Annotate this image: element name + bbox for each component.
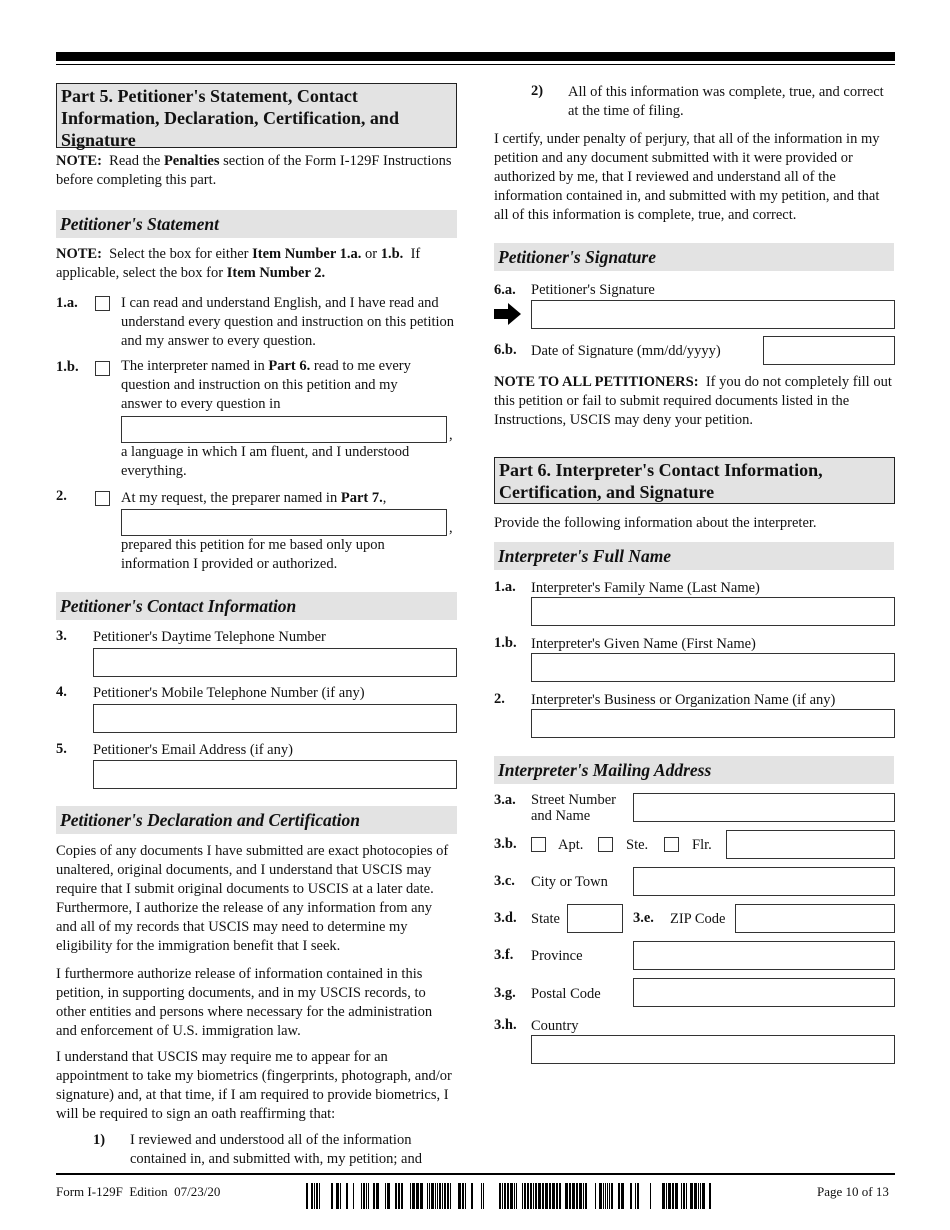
country-input[interactable] (531, 1035, 895, 1064)
declaration-header: Petitioner's Declaration and Certification (56, 806, 457, 834)
interp-3d-label: State (531, 911, 560, 927)
apt-number-input[interactable] (726, 830, 895, 859)
interpreter-business-name-input[interactable] (531, 709, 895, 738)
certify-paragraph: I certify, under penalty of perjury, that all of the information in my petition and any document submitted with it were provided or authorized by me, that I reviewed and understand all of the information contained in, and submitted with my petition, and that all of this information is complete, true, and correct. (494, 131, 880, 223)
item-1b-number: 1.b. (56, 359, 79, 375)
interp-3h-number: 3.h. (494, 1017, 517, 1033)
item-3-number: 3. (56, 628, 67, 644)
declaration-paragraph-1: Copies of any documents I have submitted are exact photocopies of unaltered, original documents, and I understand that USCIS may require that I submit original documents to USCIS at a later date. Furthermore, I authorize the release of any information from any and all of my records that USCIS may need to determine my eligibility for the immigration benefit that I seek. (56, 843, 449, 954)
list-item-2-text: All of this information was complete, true, and correct at the time of filing. (568, 84, 884, 119)
daytime-phone-input[interactable] (93, 648, 457, 677)
interp-3a-number: 3.a. (494, 792, 516, 808)
item-1b-checkbox[interactable] (95, 361, 110, 376)
item-6a-number: 6.a. (494, 282, 516, 298)
province-input[interactable] (633, 941, 895, 970)
footer-rule (56, 1173, 895, 1175)
street-input[interactable] (633, 793, 895, 822)
flr-checkbox[interactable] (664, 837, 679, 852)
ste-checkbox[interactable] (598, 837, 613, 852)
barcode-image (306, 1183, 712, 1209)
city-input[interactable] (633, 867, 895, 896)
interpreter-family-name-input[interactable] (531, 597, 895, 626)
arrow-right-icon (494, 303, 522, 325)
interpreter-given-name-input[interactable] (531, 653, 895, 682)
interp-1b-label: Interpreter's Given Name (First Name) (531, 636, 756, 652)
top-rule (56, 52, 895, 61)
comma: , (449, 520, 453, 536)
interp-3e-number: 3.e. (633, 910, 654, 926)
ste-label: Ste. (626, 837, 649, 853)
interp-1a-number: 1.a. (494, 579, 516, 595)
list-item-1-text: I reviewed and understood all of the information contained in, and submitted with, my petition; and (130, 1132, 422, 1167)
interp-3f-label: Province (531, 948, 583, 964)
item-1a-number: 1.a. (56, 295, 78, 311)
part6-header: Part 6. Interpreter's Contact Information, Certification, and Signature (494, 457, 895, 504)
part6-intro: Provide the following information about the interpreter. (494, 515, 817, 531)
postal-code-input[interactable] (633, 978, 895, 1007)
list-item-2-number: 2) (531, 83, 544, 99)
interp-3c-number: 3.c. (494, 873, 515, 889)
interp-1a-label: Interpreter's Family Name (Last Name) (531, 580, 760, 596)
part5-header: Part 5. Petitioner's Statement, Contact Information, Declaration, Certification, and Signature (56, 83, 457, 148)
date-of-signature-input[interactable] (763, 336, 895, 365)
interpreter-full-name-header: Interpreter's Full Name (494, 542, 894, 570)
interp-3b-number: 3.b. (494, 836, 517, 852)
item-4-number: 4. (56, 684, 67, 700)
item-5-number: 5. (56, 741, 67, 757)
flr-label: Flr. (692, 837, 712, 853)
interp-3c-label: City or Town (531, 874, 608, 890)
interp-3g-label: Postal Code (531, 986, 601, 1002)
item-2-number: 2. (56, 488, 67, 504)
footer-page-number: Page 10 of 13 (817, 1184, 889, 1199)
preparer-name-input[interactable] (121, 509, 447, 536)
item-6b-label: Date of Signature (mm/dd/yyyy) (531, 343, 721, 359)
item-5-label: Petitioner's Email Address (if any) (93, 742, 293, 758)
item-1a-text: I can read and understand English, and I have read and understand every question and instruction on this petition and my answer to every question. (121, 295, 455, 349)
interp-3d-number: 3.d. (494, 910, 517, 926)
interp-3f-number: 3.f. (494, 947, 514, 963)
item-6b-number: 6.b. (494, 342, 517, 358)
item-1b-text: The interpreter named in Part 6. read to me every question and instruction on this petition and my answer to every question in (121, 358, 411, 412)
zip-code-input[interactable] (735, 904, 895, 933)
declaration-paragraph-3: I understand that USCIS may require me to appear for an appointment to take my biometrics (fingerprints, photograph, and/or signature) and, at that time, if I am required to provide biometrics, I will be required to sign an oath reaffirming that: (56, 1049, 452, 1122)
interp-2-label: Interpreter's Business or Organization Name (if any) (531, 692, 836, 708)
footer-form-edition: Form I-129F Edition 07/23/20 (56, 1184, 221, 1199)
note-penalties: NOTE: Read the Penalties section of the Form I-129F Instructions before completing this part. (56, 153, 452, 188)
apt-label: Apt. (558, 837, 584, 853)
interp-1b-number: 1.b. (494, 635, 517, 651)
note-select-box: NOTE: Select the box for either Item Number 1.a. or 1.b. If applicable, select the box for Item Number 2. (56, 246, 421, 281)
item-6a-label: Petitioner's Signature (531, 282, 655, 298)
item-2-after-text: prepared this petition for me based only upon information I provided or authorized. (121, 537, 385, 572)
list-item-1-number: 1) (93, 1132, 106, 1148)
item-2-checkbox[interactable] (95, 491, 110, 506)
interp-3h-label: Country (531, 1018, 579, 1034)
petitioner-statement-header: Petitioner's Statement (56, 210, 457, 238)
interpreter-mailing-address-header: Interpreter's Mailing Address (494, 756, 894, 784)
interp-2-number: 2. (494, 691, 505, 707)
petitioner-contact-header: Petitioner's Contact Information (56, 592, 457, 620)
interp-3g-number: 3.g. (494, 985, 516, 1001)
item-2-text: At my request, the preparer named in Part 7., (121, 490, 387, 506)
comma: , (449, 427, 453, 443)
item-1a-checkbox[interactable] (95, 296, 110, 311)
top-thin-rule (56, 64, 895, 65)
mobile-phone-input[interactable] (93, 704, 457, 733)
state-select[interactable] (567, 904, 623, 933)
email-input[interactable] (93, 760, 457, 789)
interp-3a-label: Street Number and Name (531, 792, 616, 824)
item-3-label: Petitioner's Daytime Telephone Number (93, 629, 326, 645)
interp-3e-label: ZIP Code (670, 911, 726, 927)
item-1b-after-text: a language in which I am fluent, and I understood everything. (121, 444, 410, 479)
petitioner-signature-header: Petitioner's Signature (494, 243, 894, 271)
note-to-all-petitioners: NOTE TO ALL PETITIONERS: If you do not completely fill out this petition or fail to submit required documents listed in the Instructions, USCIS may deny your petition. (494, 374, 892, 428)
item-4-label: Petitioner's Mobile Telephone Number (if any) (93, 685, 365, 701)
declaration-paragraph-2: I furthermore authorize release of information contained in this petition, in supporting documents, and in my USCIS records, to other entities and persons where necessary for the administration and enforcement of U.S. immigration law. (56, 966, 433, 1039)
petitioner-signature-field[interactable] (531, 300, 895, 329)
apt-checkbox[interactable] (531, 837, 546, 852)
interpreter-language-input[interactable] (121, 416, 447, 443)
